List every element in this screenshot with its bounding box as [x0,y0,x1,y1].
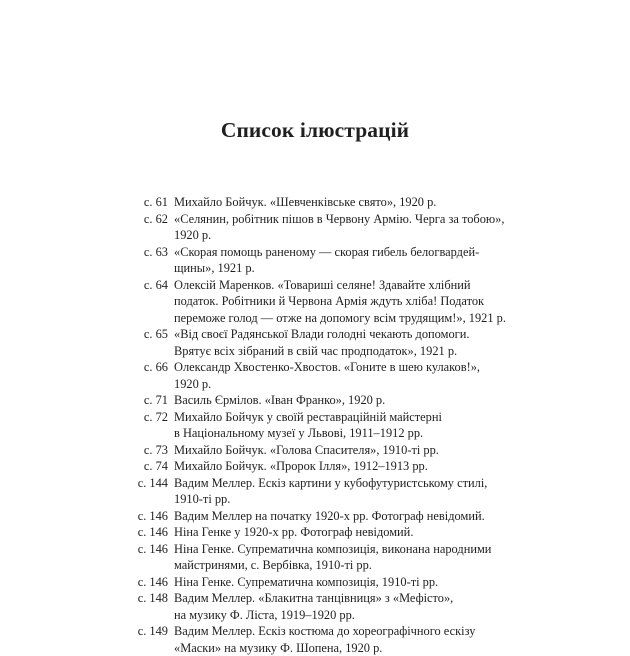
illustration-caption [174,392,494,409]
caption-line: переможе голод — отже на допомогу всім трудящим!», 1921 р. [174,310,494,327]
page-reference: с. 146 [0,508,168,525]
list-item [0,194,630,211]
list-item [0,508,630,525]
illustration-caption [174,574,494,591]
caption-line: Вадим Меллер. Ескіз картини у кубофутуристському стилі, [174,475,494,492]
illustration-caption [174,244,494,277]
page-reference: с. 65 [0,326,168,343]
caption-line: 1920 р. [174,376,494,393]
list-item [0,326,630,359]
page-title: Список ілюстрацій [0,118,630,143]
caption-line: Вадим Меллер. Ескіз костюма до хореографічного ескізу [174,623,494,640]
illustration-caption [174,541,494,574]
caption-line: Врятує всіх зібраний в свій час продподаток», 1921 р. [174,343,494,360]
page-reference: с. 73 [0,442,168,459]
caption-line: Ніна Генке. Супрематична композиція, 1910-ті рр. [174,574,494,591]
caption-line: 1910-ті рр. [174,491,494,508]
illustration-caption [174,524,494,541]
caption-line: Михайло Бойчук у своїй реставраційній майстерні [174,409,494,426]
illustration-caption [174,359,494,392]
caption-line: «Від своєї Радянської Влади голодні чекають допомоги. [174,326,494,343]
page-reference: с. 71 [0,392,168,409]
page-reference: с. 66 [0,359,168,376]
page-reference: с. 148 [0,590,168,607]
caption-line: «Селянин, робітник пішов в Червону Армію. Черга за тобою», [174,211,494,228]
list-item [0,541,630,574]
page-reference: с. 72 [0,409,168,426]
caption-line: на музику Ф. Ліста, 1919–1920 рр. [174,607,494,624]
page-reference: с. 149 [0,623,168,640]
page-reference: с. 146 [0,524,168,541]
caption-line: 1920 р. [174,227,494,244]
illustration-caption [174,590,494,623]
illustration-caption [174,409,494,442]
page-reference: с. 64 [0,277,168,294]
list-item [0,524,630,541]
page-reference: с. 146 [0,541,168,558]
illustration-caption [174,277,494,327]
list-item [0,590,630,623]
caption-line: майстринями, с. Вербівка, 1910-ті рр. [174,557,494,574]
caption-line: Михайло Бойчук. «Голова Спасителя», 1910-ті рр. [174,442,494,459]
illustration-list [0,194,630,656]
caption-line: Олексій Маренков. «Товариші селяне! Здавайте хлібний [174,277,494,294]
list-item [0,277,630,327]
list-item [0,359,630,392]
illustration-caption [174,508,494,525]
list-item [0,442,630,459]
list-item [0,574,630,591]
caption-line: щины», 1921 р. [174,260,494,277]
caption-line: «Маски» на музику Ф. Шопена, 1920 р. [174,640,494,656]
list-item [0,409,630,442]
caption-line: Олександр Хвостенко-Хвостов. «Гоните в шею кулаков!», [174,359,494,376]
illustration-caption [174,194,494,211]
illustration-caption [174,458,494,475]
illustration-caption [174,623,494,656]
page-reference: с. 62 [0,211,168,228]
list-item [0,458,630,475]
list-item [0,244,630,277]
caption-line: Михайло Бойчук. «Пророк Ілля», 1912–1913 рр. [174,458,494,475]
page-reference: с. 74 [0,458,168,475]
page-reference: с. 146 [0,574,168,591]
caption-line: Ніна Генке у 1920-х рр. Фотограф невідомий. [174,524,494,541]
page-reference: с. 63 [0,244,168,261]
caption-line: Вадим Меллер на початку 1920-х рр. Фотограф невідомий. [174,508,494,525]
caption-line: Михайло Бойчук. «Шевченківське свято», 1920 р. [174,194,494,211]
page-reference: с. 144 [0,475,168,492]
list-item [0,392,630,409]
illustration-caption [174,442,494,459]
caption-line: Вадим Меллер. «Блакитна танцівниця» з «Мефісто», [174,590,494,607]
caption-line: податок. Робітники й Червона Армія ждуть хліба! Податок [174,293,494,310]
caption-line: в Національному музеї у Львові, 1911–1912 рр. [174,425,494,442]
list-item [0,211,630,244]
illustration-caption [174,326,494,359]
caption-line: Василь Єрмілов. «Іван Франко», 1920 р. [174,392,494,409]
caption-line: «Скорая помощь раненому — скорая гибель белогвардей- [174,244,494,261]
illustration-caption [174,475,494,508]
page-reference: с. 61 [0,194,168,211]
list-item [0,623,630,656]
caption-line: Ніна Генке. Супрематична композиція, виконана народними [174,541,494,558]
list-item [0,475,630,508]
illustration-caption [174,211,494,244]
